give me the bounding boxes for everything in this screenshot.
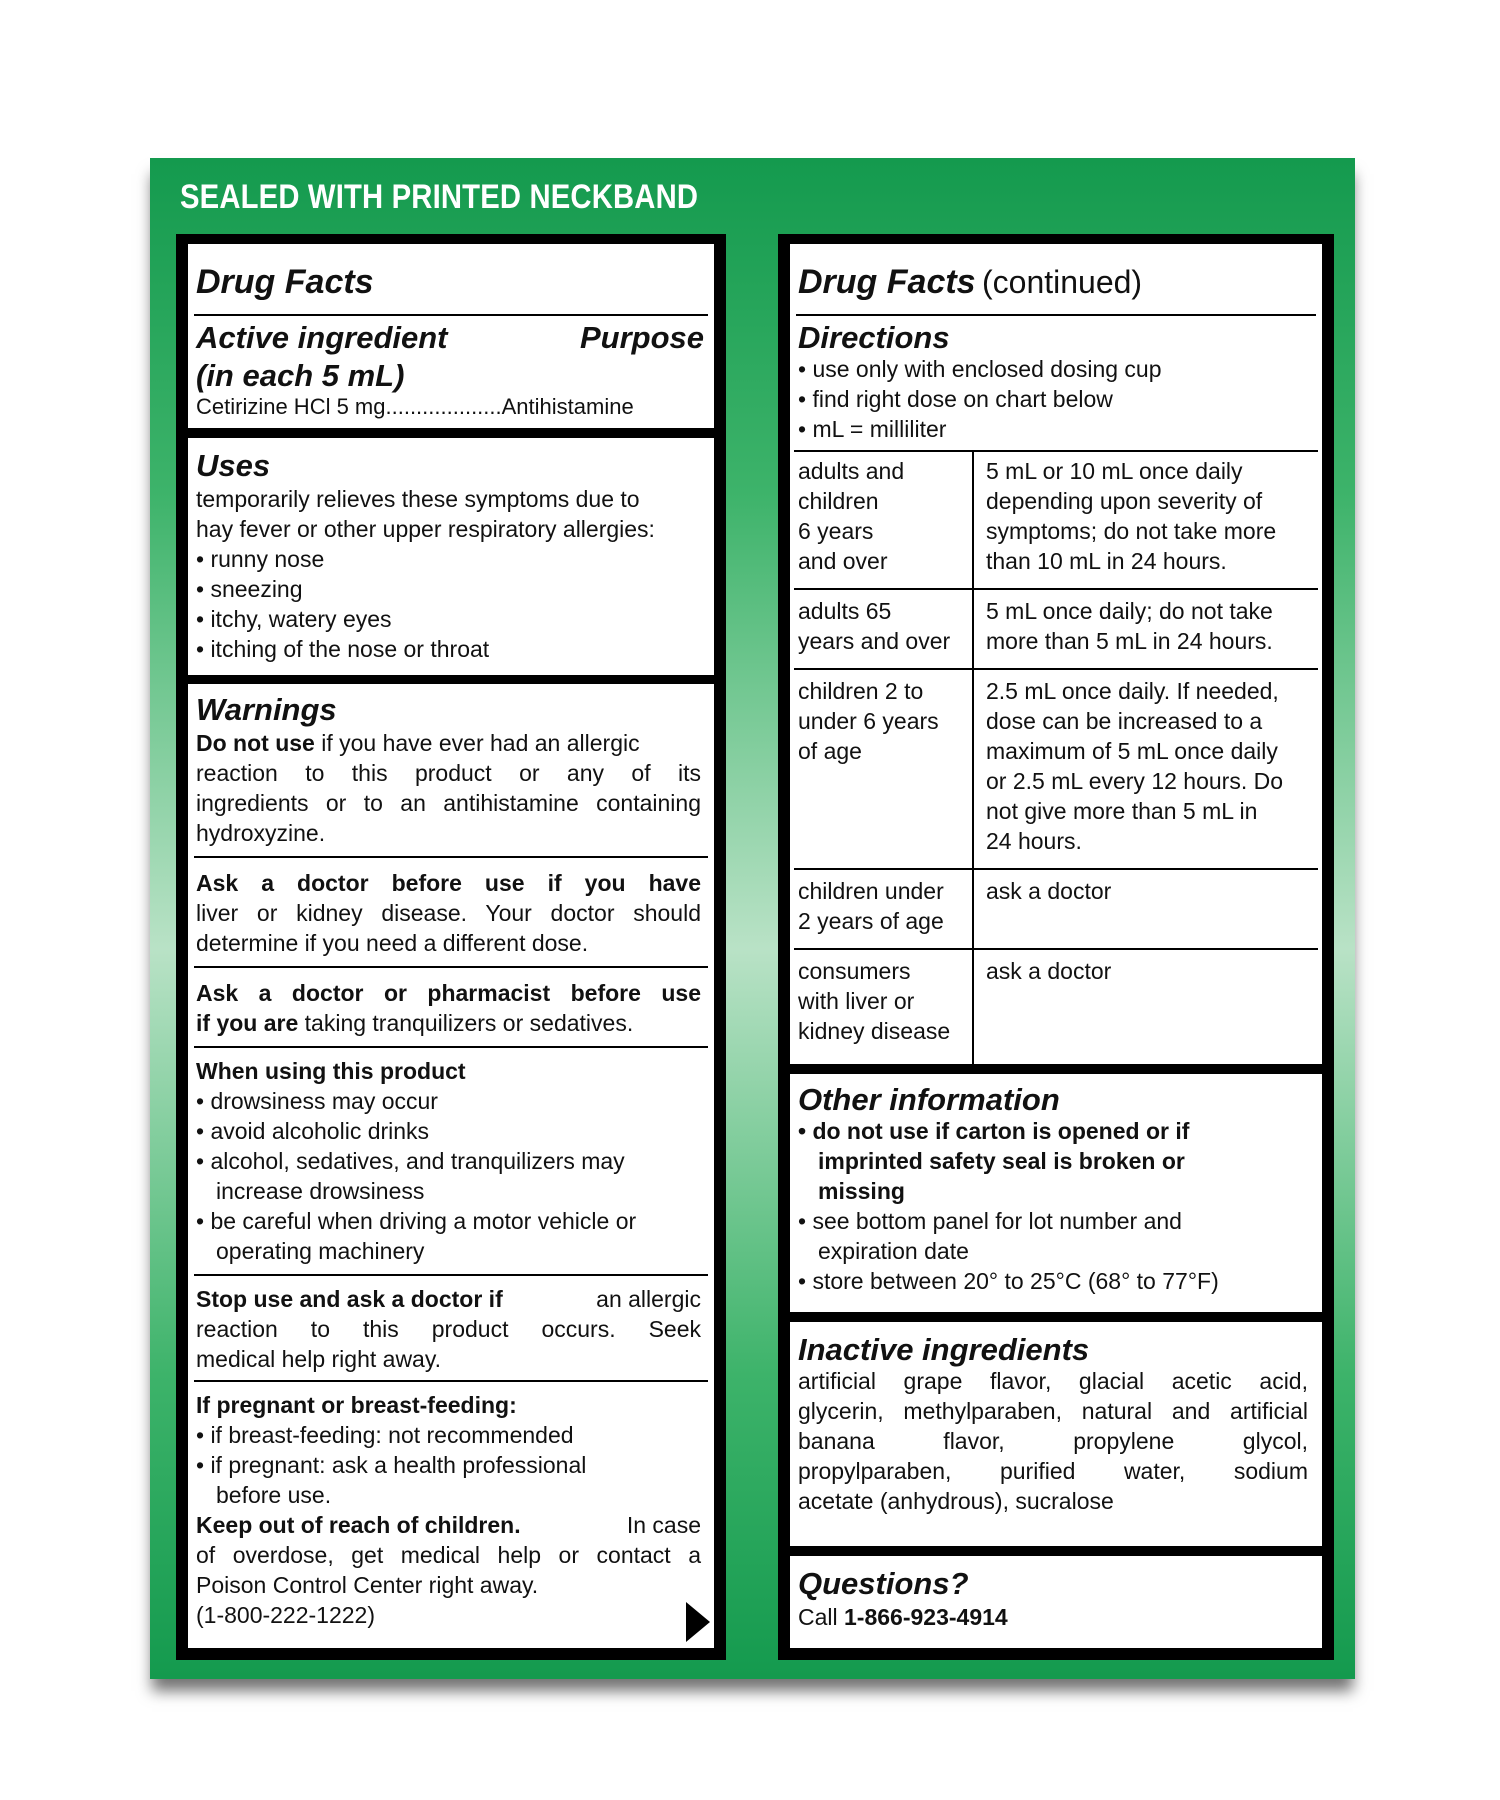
table-rule — [794, 948, 1318, 950]
inactive-ingredients-heading: Inactive ingredients — [798, 1332, 1090, 1367]
dose-age-cell: of age — [798, 738, 862, 764]
dose-age-cell: adults and — [798, 458, 905, 484]
dose-amount-cell: dose can be increased to a — [986, 708, 1263, 734]
dose-age-cell: and over — [798, 548, 888, 574]
do-not-use-label: Do not use — [196, 730, 315, 756]
when-using-line: • be careful when driving a motor vehicle or — [196, 1208, 637, 1234]
directions-bullet: • use only with enclosed dosing cup — [798, 356, 1162, 382]
when-using-line: • avoid alcoholic drinks — [196, 1118, 430, 1144]
stop-use-text: an allergic — [596, 1286, 701, 1312]
stop-use-line: medical help right away. — [196, 1346, 442, 1372]
dose-amount-cell: or 2.5 mL every 12 hours. Do — [986, 768, 1284, 794]
dose-amount-cell: 5 mL or 10 mL once daily — [986, 458, 1243, 484]
stop-use-label: Stop use and ask a doctor if — [196, 1286, 503, 1312]
pregnant-heading: If pregnant or breast-feeding: — [196, 1392, 517, 1418]
dose-age-cell: kidney disease — [798, 1018, 951, 1044]
other-information-line: • see bottom panel for lot number and — [798, 1208, 1182, 1234]
uses-line: temporarily relieves these symptoms due to — [196, 486, 640, 512]
directions-box — [790, 244, 1322, 1064]
questions-phone-number[interactable]: 1-866-923-4914 — [844, 1604, 1008, 1630]
uses-bullet: • runny nose — [196, 546, 325, 572]
other-information-box — [790, 1074, 1322, 1312]
dose-age-cell: consumers — [798, 958, 911, 984]
purpose-heading: Purpose — [579, 320, 704, 355]
questions-heading: Questions? — [798, 1566, 969, 1601]
inactive-ingredients-line: artificial grape flavor, glacial acetic acid, — [798, 1368, 1308, 1394]
drug-facts-title: Drug Facts — [196, 263, 374, 301]
dose-amount-cell: maximum of 5 mL once daily — [986, 738, 1278, 764]
call-label: Call — [798, 1604, 838, 1630]
when-using-heading: When using this product — [196, 1058, 466, 1084]
uses-bullet: • itching of the nose or throat — [196, 636, 490, 662]
keep-out-line: Poison Control Center right away. — [196, 1572, 539, 1598]
left-column — [176, 234, 726, 1660]
uses-bullet: • sneezing — [196, 576, 303, 602]
dose-age-cell: with liver or — [798, 988, 915, 1014]
when-using-line: • alcohol, sedatives, and tranquilizers may — [196, 1148, 625, 1174]
ask-pharmacist-line — [196, 1008, 633, 1038]
warnings-rule — [194, 1046, 708, 1048]
do-not-use-line: reaction to this product or any of its — [196, 760, 701, 786]
ask-doctor-line: liver or kidney disease. Your doctor should — [196, 900, 701, 926]
other-information-line: • store between 20° to 25°C (68° to 77°F) — [798, 1268, 1219, 1294]
directions-heading: Directions — [798, 320, 950, 355]
directions-bullet: • find right dose on chart below — [798, 386, 1113, 412]
other-information-bold-line: imprinted safety seal is broken or — [818, 1148, 1185, 1174]
do-not-use-line: hydroxyzine. — [196, 820, 326, 846]
keep-out-line: of overdose, get medical help or contact a — [196, 1542, 701, 1568]
dose-amount-cell: more than 5 mL in 24 hours. — [986, 628, 1273, 654]
table-rule — [794, 868, 1318, 870]
when-using-line: operating machinery — [216, 1238, 425, 1264]
warnings-rule — [194, 1380, 708, 1382]
warnings-box — [188, 684, 714, 1648]
warnings-rule — [194, 966, 708, 968]
questions-box — [790, 1556, 1322, 1648]
pregnant-line: before use. — [216, 1482, 332, 1508]
ask-doctor-heading: Ask a doctor before use if you have — [196, 870, 701, 896]
inactive-ingredients-line: glycerin, methylparaben, natural and artificial — [798, 1398, 1308, 1424]
active-ingredient-line: Cetirizine HCl 5 mg...................Antihistamine — [196, 394, 634, 419]
uses-bullet: • itchy, watery eyes — [196, 606, 392, 632]
ask-pharmacist-bold: if you are — [196, 1010, 299, 1036]
other-information-bold-line: missing — [818, 1178, 905, 1204]
do-not-use-text: if you have ever had an allergic — [321, 730, 640, 756]
dose-age-cell: years and over — [798, 628, 951, 654]
title-rule — [796, 314, 1316, 316]
continued-label: (continued) — [981, 264, 1143, 300]
dose-age-cell: 2 years of age — [798, 908, 944, 934]
do-not-use-line — [196, 728, 701, 758]
active-ingredient-heading: Active ingredient — [196, 320, 448, 355]
active-ingredient-subheading: (in each 5 mL) — [196, 358, 405, 393]
pregnant-line: • if breast-feeding: not recommended — [196, 1422, 574, 1448]
inactive-ingredients-line: propylparaben, purified water, sodium — [798, 1458, 1308, 1484]
stop-use-line: reaction to this product occurs. Seek — [196, 1316, 701, 1342]
drug-facts-continued-title — [798, 262, 1142, 302]
warnings-heading: Warnings — [196, 692, 337, 727]
active-ingredient-box — [188, 244, 714, 428]
table-rule — [794, 668, 1318, 670]
dose-amount-cell: ask a doctor — [986, 958, 1112, 984]
drug-facts-title: Drug Facts — [798, 263, 976, 301]
inactive-ingredients-line: acetate (anhydrous), sucralose — [798, 1488, 1114, 1514]
table-rule — [794, 450, 1318, 452]
keep-out-line — [196, 1510, 701, 1540]
do-not-use-line: ingredients or to an antihistamine containing — [196, 790, 701, 816]
other-information-bold-line: • do not use if carton is opened or if — [798, 1118, 1190, 1144]
dose-amount-cell: symptoms; do not take more — [986, 518, 1277, 544]
ask-doctor-line: determine if you need a different dose. — [196, 930, 589, 956]
stop-use-line — [196, 1284, 701, 1314]
uses-box — [188, 438, 714, 675]
dose-age-cell: children 2 to — [798, 678, 924, 704]
warnings-rule — [194, 1274, 708, 1276]
dose-age-cell: under 6 years — [798, 708, 939, 734]
inactive-ingredients-line: banana flavor, propylene glycol, — [798, 1428, 1308, 1454]
neckband-banner: SEALED WITH PRINTED NECKBAND — [180, 178, 699, 216]
dose-amount-cell: not give more than 5 mL in — [986, 798, 1258, 824]
uses-heading: Uses — [196, 448, 271, 483]
other-information-line: expiration date — [818, 1238, 969, 1264]
questions-call-line — [798, 1602, 1008, 1632]
table-divider — [972, 450, 974, 1064]
ask-pharmacist-heading: Ask a doctor or pharmacist before use — [196, 980, 701, 1006]
dose-amount-cell: 5 mL once daily; do not take — [986, 598, 1273, 624]
dose-age-cell: children — [798, 488, 879, 514]
poison-control-phone: (1-800-222-1222) — [196, 1602, 376, 1628]
pregnant-line: • if pregnant: ask a health professional — [196, 1452, 587, 1478]
uses-line: hay fever or other upper respiratory allergies: — [196, 516, 655, 542]
directions-bullet: • mL = milliliter — [798, 416, 947, 442]
keep-out-text: In case — [626, 1512, 701, 1538]
dose-amount-cell: 2.5 mL once daily. If needed, — [986, 678, 1279, 704]
ask-pharmacist-text: taking tranquilizers or sedatives. — [304, 1010, 634, 1036]
when-using-line: • drowsiness may occur — [196, 1088, 438, 1114]
keep-out-label: Keep out of reach of children. — [196, 1512, 521, 1538]
when-using-line: increase drowsiness — [216, 1178, 425, 1204]
dose-age-cell: adults 65 — [798, 598, 892, 624]
dose-amount-cell: than 10 mL in 24 hours. — [986, 548, 1227, 574]
other-information-heading: Other information — [798, 1082, 1060, 1117]
table-rule — [794, 588, 1318, 590]
right-column — [778, 234, 1334, 1660]
dose-amount-cell: ask a doctor — [986, 878, 1112, 904]
dose-amount-cell: 24 hours. — [986, 828, 1082, 854]
continue-arrow-icon — [686, 1602, 710, 1642]
dose-age-cell: children under — [798, 878, 944, 904]
title-rule — [194, 314, 708, 316]
warnings-rule — [194, 856, 708, 858]
dose-amount-cell: depending upon severity of — [986, 488, 1263, 514]
dose-age-cell: 6 years — [798, 518, 874, 544]
inactive-ingredients-box — [790, 1322, 1322, 1546]
